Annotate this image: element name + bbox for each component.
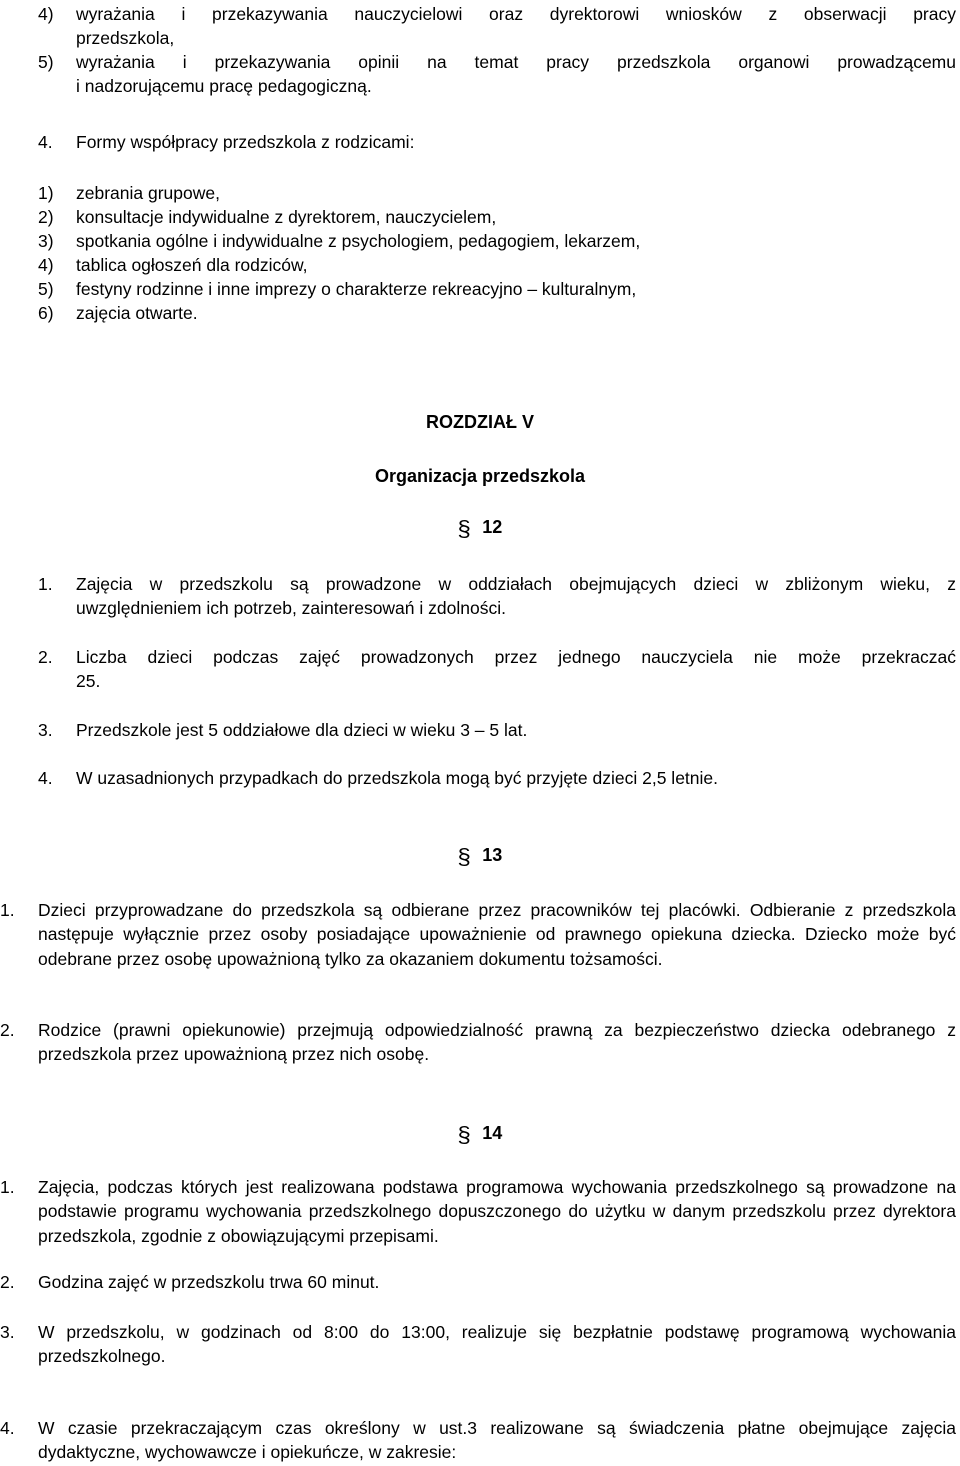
section-item-number: 2.: [0, 1020, 15, 1040]
section-item-text: W czasie przekraczającym czas określony w ust.3 realizowane są świadczenia płatne obejmujące zajęcia dydaktyczne, wychowawcze i opiekuńcze, w zakresie:: [38, 1418, 956, 1463]
list-item-text: i nadzorującemu pracę pedagogiczną.: [76, 76, 372, 96]
list-item-number: 4): [38, 4, 54, 24]
section-item-text: Zajęcia w przedszkolu są prowadzone w oddziałach obejmujących dzieci w zbliżonym wieku, z: [76, 574, 956, 594]
section-item-number: 4.: [0, 1418, 15, 1438]
section-number: 13: [482, 845, 503, 865]
section-item-number: 2.: [0, 1272, 15, 1292]
section-heading: [458, 1122, 502, 1148]
list-item-number: 3): [38, 231, 54, 251]
chapter-subtitle: Organizacja przedszkola: [374, 466, 586, 486]
section-item-text: Rodzice (prawni opiekunowie) przejmują odpowiedzialność prawną za bezpieczeństwo dziecka odebranego z przedszkola przez upoważnioną przez nich osobę.: [38, 1020, 956, 1065]
chapter-title: ROZDZIAŁ V: [426, 412, 534, 432]
section-item-text: W uzasadnionych przypadkach do przedszkola mogą być przyjęte dzieci 2,5 letnie.: [76, 768, 719, 788]
section-heading: [458, 516, 502, 542]
list-item-text: konsultacje indywidualne z dyrektorem, nauczycielem,: [76, 207, 497, 227]
list-item-text: festyny rodzinne i inne imprezy o charakterze rekreacyjno – kulturalnym,: [76, 279, 637, 299]
list-item-number: 5): [38, 279, 54, 299]
section-item-number: 1.: [0, 900, 15, 920]
list-item-text: zebrania grupowe,: [76, 183, 220, 203]
section-heading: [458, 844, 502, 870]
list-item-text: zajęcia otwarte.: [76, 303, 198, 323]
list-item-text: spotkania ogólne i indywidualne z psychologiem, pedagogiem, lekarzem,: [76, 231, 641, 251]
section-item-text: W przedszkolu, w godzinach od 8:00 do 13:00, realizuje się bezpłatnie podstawę programową wychowania przedszkolnego.: [38, 1322, 956, 1367]
section-number: 12: [482, 517, 503, 537]
list-item-number: 2): [38, 207, 54, 227]
section-item-number: 3.: [38, 720, 53, 740]
section-symbol: §: [457, 1122, 471, 1147]
section-symbol: §: [457, 844, 471, 869]
section-item-text: Liczba dzieci podczas zajęć prowadzonych przez jednego nauczyciela nie może przekraczać: [76, 647, 956, 667]
section-item-number: 2.: [38, 647, 53, 667]
point-text: Formy współpracy przedszkola z rodzicami:: [76, 132, 415, 152]
section-symbol: §: [457, 516, 471, 541]
list-item-number: 6): [38, 303, 54, 323]
section-item-text: Przedszkole jest 5 oddziałowe dla dzieci w wieku 3 – 5 lat.: [76, 720, 528, 740]
section-item-text: uwzględnieniem ich potrzeb, zainteresowań i zdolności.: [76, 598, 506, 618]
section-item-number: 1.: [38, 574, 53, 594]
section-item-number: 1.: [0, 1177, 15, 1197]
section-number: 14: [482, 1123, 503, 1143]
section-item-text: Dzieci przyprowadzane do przedszkola są odbierane przez pracowników tej placówki. Odbieranie z przedszkola następuje wyłącznie przez osoby posiadające upoważnienie od prawnego opiekuna dziecka. Dziecko może być odebrane przez osobę upoważnioną tylko za okazaniem dokumentu tożsamości.: [38, 900, 956, 969]
point-number: 4.: [38, 132, 53, 152]
list-item-text: tablica ogłoszeń dla rodziców,: [76, 255, 308, 275]
section-item-text: Zajęcia, podczas których jest realizowana podstawa programowa wychowania przedszkolnego są prowadzone na podstawie programu wychowania przedszkolnego dopuszczonego do użytku w danym przedszkolu przez dyrektora przedszkola, zgodnie z obowiązującymi przepisami.: [38, 1177, 956, 1246]
section-item-number: 3.: [0, 1322, 15, 1342]
list-item-text: wyrażania i przekazywania opinii na temat pracy przedszkola organowi prowadzącemu: [76, 52, 956, 72]
section-item-number: 4.: [38, 768, 53, 788]
list-item-number: 1): [38, 183, 54, 203]
section-item-text: 25.: [76, 671, 101, 691]
list-item-text: przedszkola,: [76, 28, 175, 48]
list-item-text: wyrażania i przekazywania nauczycielowi oraz dyrektorowi wniosków z obserwacji pracy: [76, 4, 956, 24]
list-item-number: 5): [38, 52, 54, 72]
list-item-number: 4): [38, 255, 54, 275]
section-item-text: Godzina zajęć w przedszkolu trwa 60 minut.: [38, 1272, 380, 1292]
